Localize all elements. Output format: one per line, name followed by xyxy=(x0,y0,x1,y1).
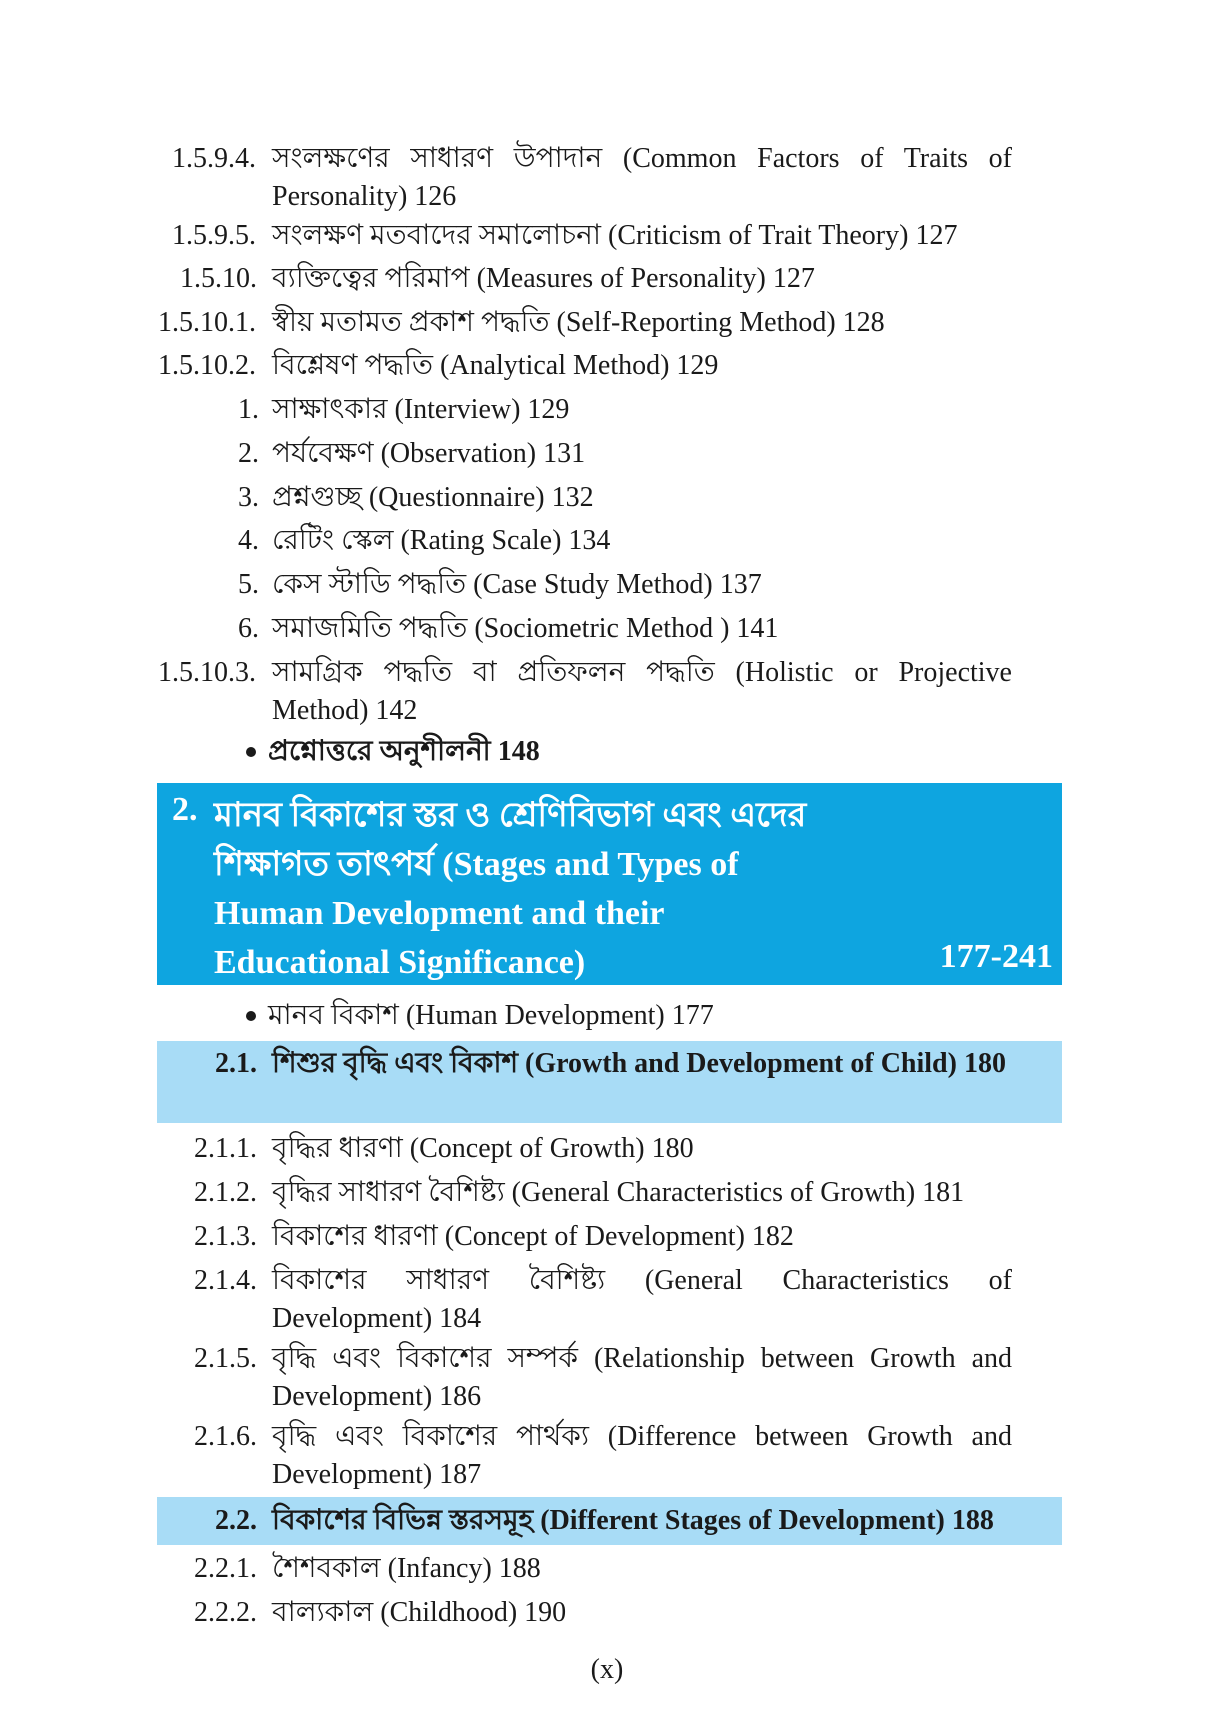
entry-text: সমাজমিতি পদ্ধতি (Sociometric Method ) 141 xyxy=(272,613,779,644)
section-title: বিকাশের বিভিন্ন স্তরসমূহ (Different Stages of Development) 188 xyxy=(272,1505,994,1536)
entry-number: 2.1.3. xyxy=(194,1221,257,1252)
entry-number: 1.5.10.3. xyxy=(158,657,256,688)
entry-number: 1.5.10.2. xyxy=(158,350,256,381)
entry-number: 2. xyxy=(238,438,259,469)
entry-number: 2.1.2. xyxy=(194,1177,257,1208)
entry-text: ব্যক্তিত্বের পরিমাপ (Measures of Personality) 127 xyxy=(272,263,815,294)
entry-text: বৃদ্ধির ধারণা (Concept of Growth) 180 xyxy=(272,1133,694,1164)
entry-number: 1.5.10. xyxy=(180,263,257,294)
chapter-title: মানব বিকাশের স্তর ও শ্রেণিবিভাগ এবং এদের শিক্ষাগত তাৎপর্য (Stages and Types of Human Development and their Educational Significance) xyxy=(214,797,807,981)
entry-number: 2.1.4. xyxy=(194,1265,257,1296)
entry-text: শৈশবকাল (Infancy) 188 xyxy=(272,1553,541,1584)
entry-text: সংলক্ষণের সাধারণ উপাদান (Common Factors of Traits of Personality) 126 xyxy=(272,143,1012,212)
section-2-1-header xyxy=(157,1041,1062,1123)
entry-number: 2.2.2. xyxy=(194,1597,257,1628)
entry-text: বৃদ্ধির সাধারণ বৈশিষ্ট্য (General Characteristics of Growth) 181 xyxy=(272,1177,965,1208)
entry-text: রেটিং স্কেল (Rating Scale) 134 xyxy=(272,525,611,556)
section-2-2-header xyxy=(157,1497,1062,1545)
entry-text: স্বীয় মতামত প্রকাশ পদ্ধতি (Self-Reporting Method) 128 xyxy=(272,307,885,338)
section-number: 2.2. xyxy=(215,1505,257,1536)
entry-number: 3. xyxy=(238,482,259,513)
bullet-icon xyxy=(246,747,256,757)
section-title: শিশুর বৃদ্ধি এবং বিকাশ (Growth and Development of Child) 180 xyxy=(272,1048,1006,1079)
exercise-text: প্রশ্নোত্তরে অনুশীলনী 148 xyxy=(268,736,540,767)
entry-text: কেস স্টাডি পদ্ধতি (Case Study Method) 137 xyxy=(272,569,762,600)
entry-number: 1.5.10.1. xyxy=(158,307,256,338)
chapter-header xyxy=(157,783,1062,985)
entry-number: 2.1.6. xyxy=(194,1421,257,1452)
entry-number: 2.1.5. xyxy=(194,1343,257,1374)
entry-text: সংলক্ষণ মতবাদের সমালোচনা (Criticism of Trait Theory) 127 xyxy=(272,220,958,251)
page-number: (x) xyxy=(590,1654,624,1685)
entry-text: বাল্যকাল (Childhood) 190 xyxy=(272,1597,567,1628)
entry-number: 4. xyxy=(238,525,259,556)
entry-text: বিশ্লেষণ পদ্ধতি (Analytical Method) 129 xyxy=(272,350,719,381)
entry-text: পর্যবেক্ষণ (Observation) 131 xyxy=(272,438,586,469)
entry-number: 1. xyxy=(238,394,259,425)
entry-number: 1.5.9.4. xyxy=(172,143,256,174)
entry-text: বৃদ্ধি এবং বিকাশের সম্পর্ক (Relationship between Growth and Development) 186 xyxy=(272,1343,1012,1412)
entry-text: সামগ্রিক পদ্ধতি বা প্রতিফলন পদ্ধতি (Holistic or Projective Method) 142 xyxy=(272,657,1012,726)
human-development-text: মানব বিকাশ (Human Development) 177 xyxy=(268,1000,714,1031)
entry-text: প্রশ্নগুচ্ছ (Questionnaire) 132 xyxy=(272,482,594,513)
entry-text: বিকাশের সাধারণ বৈশিষ্ট্য (General Characteristics of Development) 184 xyxy=(272,1265,1012,1334)
human-development-bullet xyxy=(246,997,714,1035)
bullet-icon xyxy=(246,1011,256,1021)
entry-number: 1.5.9.5. xyxy=(172,220,256,251)
entry-text: বৃদ্ধি এবং বিকাশের পার্থক্য (Difference between Growth and Development) 187 xyxy=(272,1421,1012,1490)
entry-number: 2.1.1. xyxy=(194,1133,257,1164)
entry-number: 5. xyxy=(238,569,259,600)
entry-number: 2.2.1. xyxy=(194,1553,257,1584)
chapter-number: 2. xyxy=(172,791,198,828)
entry-text: বিকাশের ধারণা (Concept of Development) 182 xyxy=(272,1221,794,1252)
exercise-bullet xyxy=(246,733,540,771)
entry-number: 6. xyxy=(238,613,259,644)
section-number: 2.1. xyxy=(215,1048,257,1079)
entry-text: সাক্ষাৎকার (Interview) 129 xyxy=(272,394,570,425)
chapter-page-range: 177-241 xyxy=(939,938,1053,975)
